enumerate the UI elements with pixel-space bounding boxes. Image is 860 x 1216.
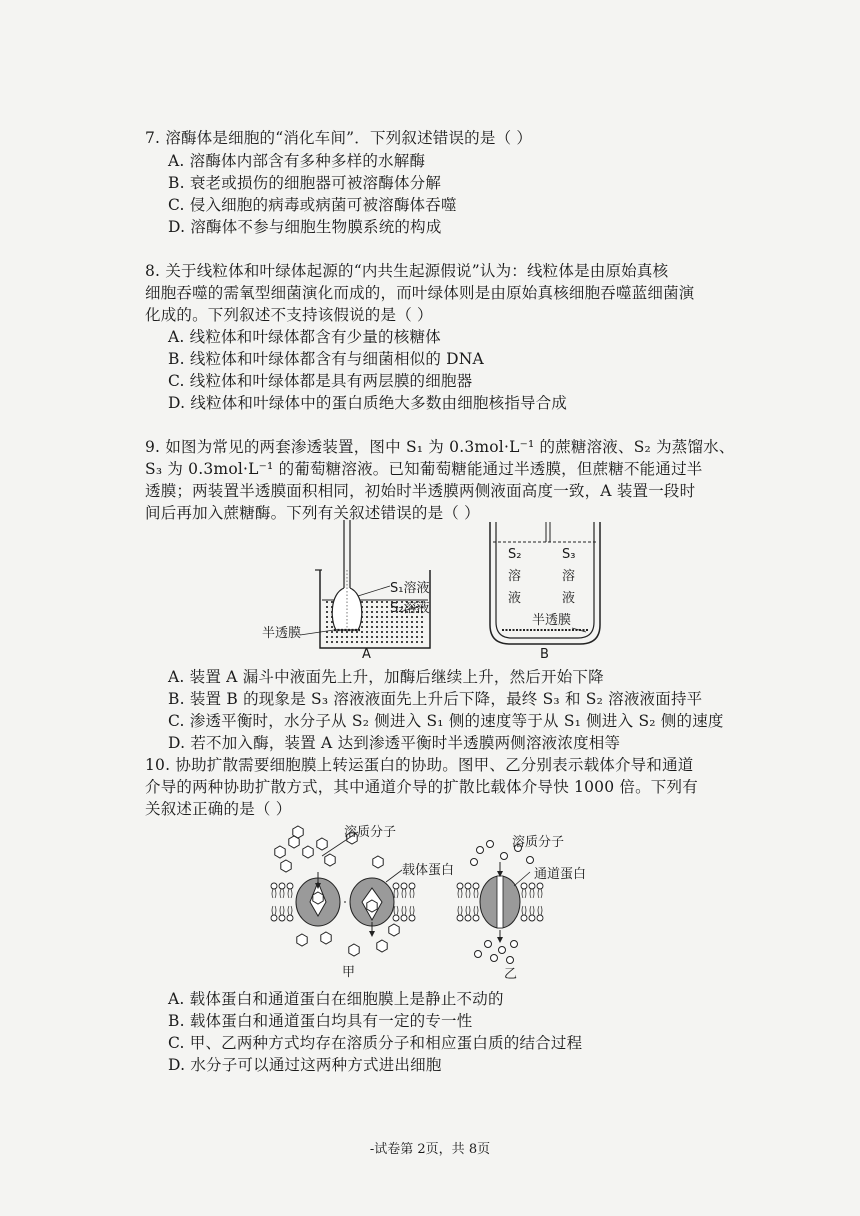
q9-option-a: A. 装置 A 漏斗中液面先上升，加酶后继续上升，然后开始下降 (168, 668, 604, 686)
q9-stem-line-2: S₃ 为 0.3mol·L⁻¹ 的葡萄糖溶液。已知葡萄糖能通过半透膜，但蔗糖不能通过半 (145, 460, 703, 478)
q8-option-d: D. 线粒体和叶绿体中的蛋白质绝大多数由细胞核指导合成 (168, 394, 568, 412)
channel-protein-label: 通道蛋白 (534, 867, 587, 882)
apparatus-b (490, 522, 600, 660)
q10-stem-line-2: 介导的两种协助扩散方式，其中通道介导的扩散比载体介导快 1000 倍。下列有 (145, 778, 698, 796)
carrier-mediated-diagram (271, 824, 454, 980)
b-s3-rong: 溶 (562, 569, 576, 584)
q9-stem-line-1: 9. 如图为常见的两套渗透装置，图中 S₁ 为 0.3mol·L⁻¹ 的蔗糖溶液、S₂ 为蒸馏水、 (145, 438, 735, 456)
q7-stem: 7. 溶酶体是细胞的“消化车间”．下列叙述错误的是（ ） (145, 129, 533, 147)
caption-jia: 甲 (342, 965, 356, 980)
q10-stem-line-1: 10. 协助扩散需要细胞膜上转运蛋白的协助。图甲、乙分别表示载体介导和通道 (145, 756, 694, 774)
b-s2-label: S₂ (508, 547, 522, 562)
a-caption: A (362, 647, 371, 660)
b-s3-ye: 液 (562, 591, 576, 606)
q8-option-b: B. 线粒体和叶绿体都含有与细菌相似的 DNA (168, 350, 484, 368)
q10-option-c: C. 甲、乙两种方式均存在溶质分子和相应蛋白质的结合过程 (168, 1034, 583, 1052)
q10-option-a: A. 载体蛋白和通道蛋白在细胞膜上是静止不动的 (168, 990, 504, 1008)
a-s1-label: S₁溶液 (390, 581, 430, 596)
apparatus-a (262, 520, 430, 660)
q8-stem-line-2: 细胞吞噬的需氧型细菌演化而成的，而叶绿体则是由原始真核细胞吞噬蓝细菌演 (145, 284, 695, 302)
osmosis-apparatus-figure (250, 520, 630, 660)
page-footer: -试卷第 2页，共 8页 (369, 1142, 491, 1157)
b-membrane-label: 半透膜 (532, 613, 572, 628)
q8-option-c: C. 线粒体和叶绿体都是具有两层膜的细胞器 (168, 372, 473, 390)
q9-option-c: C. 渗透平衡时，水分子从 S₂ 侧进入 S₁ 侧的速度等于从 S₁ 侧进入 S₂ 侧的速度 (168, 712, 724, 730)
q7-option-b: B. 衰老或损伤的细胞器可被溶酶体分解 (168, 174, 442, 192)
b-s3-label: S₃ (562, 547, 576, 562)
q9-option-d: D. 若不加入酶，装置 A 达到渗透平衡时半透膜两侧溶液浓度相等 (168, 734, 621, 752)
transport-protein-figure (268, 822, 618, 982)
carrier-protein-label: 载体蛋白 (402, 863, 455, 878)
q8-stem-line-3: 化成的。下列叙述不支持该假说的是（ ） (145, 306, 433, 324)
q10-option-b: B. 载体蛋白和通道蛋白均具有一定的专一性 (168, 1012, 473, 1030)
solute-label-left: 溶质分子 (344, 825, 397, 840)
q9-stem-line-3: 透膜；两装置半透膜面积相同，初始时半透膜两侧液面高度一致，A 装置一段时 (145, 482, 696, 500)
q7-option-c: C. 侵入细胞的病毒或病菌可被溶酶体吞噬 (168, 196, 457, 214)
b-s2-rong: 溶 (508, 569, 522, 584)
solute-label-right: 溶质分子 (512, 835, 565, 850)
q9-option-b: B. 装置 B 的现象是 S₃ 溶液液面先上升后下降，最终 S₃ 和 S₂ 溶液液面持平 (168, 690, 703, 708)
q9-stem-line-4: 间后再加入蔗糖酶。下列有关叙述错误的是（ ） (145, 504, 480, 522)
q10-option-d: D. 水分子可以通过这两种方式进出细胞 (168, 1056, 442, 1074)
q7-option-d: D. 溶酶体不参与细胞生物膜系统的构成 (168, 218, 442, 236)
q8-stem-line-1: 8. 关于线粒体和叶绿体起源的“内共生起源假说”认为：线粒体是由原始真核 (145, 262, 669, 280)
q7-option-a: A. 溶酶体内部含有多种多样的水解酶 (168, 152, 426, 170)
channel-mediated-diagram (457, 834, 586, 982)
a-membrane-label: 半透膜 (262, 626, 302, 641)
b-caption: B (540, 647, 549, 660)
q10-stem-line-3: 关叙述正确的是（ ） (145, 800, 292, 818)
caption-yi: 乙 (504, 967, 518, 982)
a-s2-label: S₂溶液 (390, 601, 430, 616)
b-s2-ye: 液 (508, 591, 522, 606)
q8-option-a: A. 线粒体和叶绿体都含有少量的核糖体 (168, 328, 441, 346)
